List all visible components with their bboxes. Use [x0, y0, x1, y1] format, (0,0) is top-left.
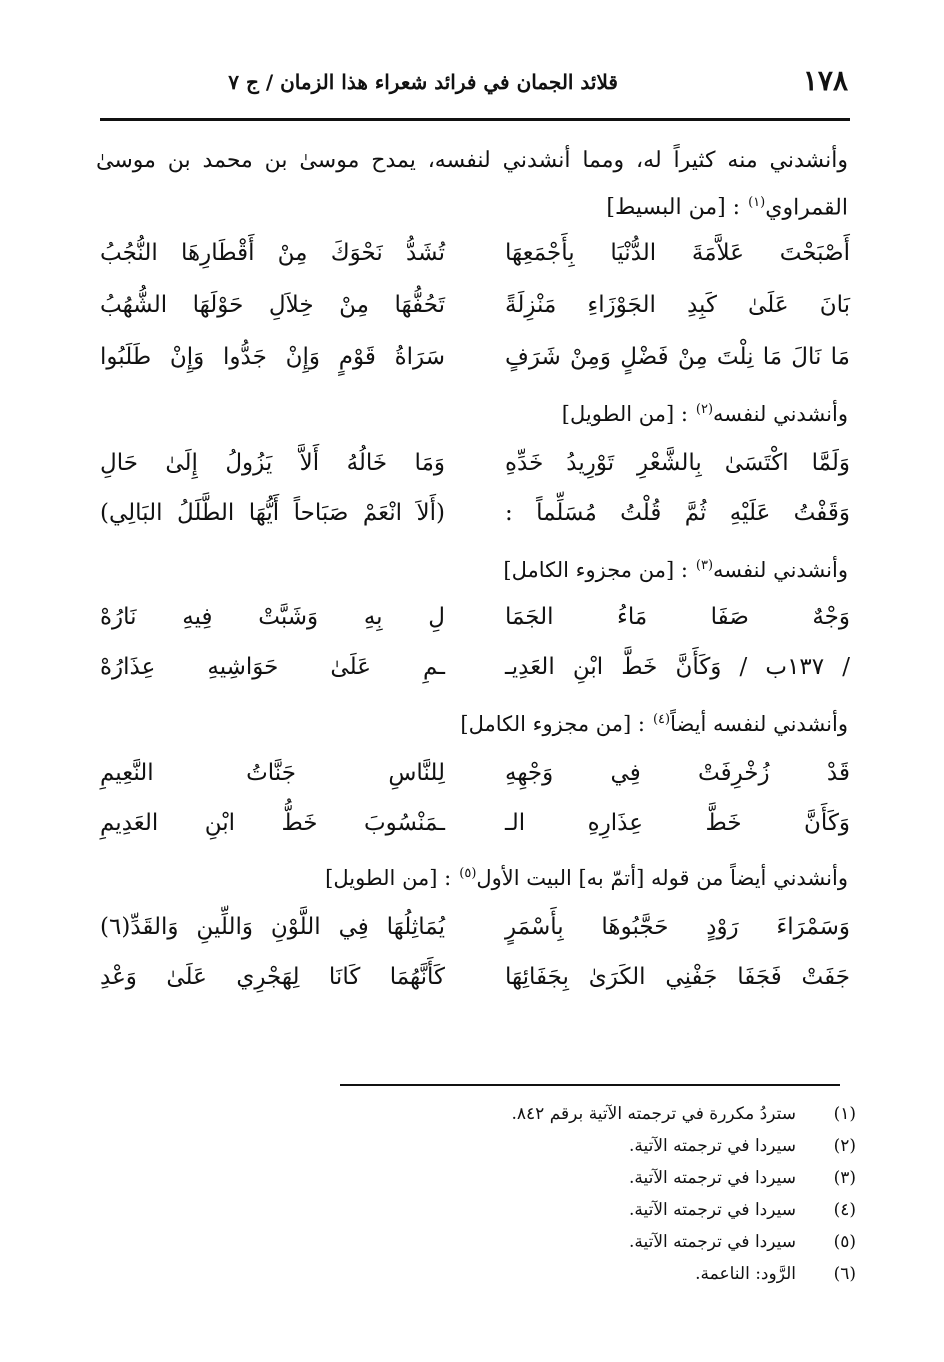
verse-line — [100, 654, 850, 700]
footnote-number: (٤) — [833, 1200, 856, 1220]
footnote-ref: (٤) — [652, 712, 671, 727]
first-hemistich: وَقَفْتُ عَلَيْهِ ثُمَّ قُلْتُ مُسَلِّماً : — [505, 500, 850, 526]
second-hemistich: (أَلاَ انْعَمْ صَبَاحاً أَيُّهَا الطَّلَلُ البَالِي) — [100, 500, 445, 526]
second-hemistich: كَأَنَّهُمَا كَانَا لِهَجْرِي عَلَىٰ وَعْدِ — [100, 964, 445, 990]
footnote-number: (٣) — [833, 1168, 856, 1188]
section-intro: وأنشدني أيضاً من قوله [أتمّ به] البيت الأول$^{(٥)}$: [من الطويل] — [325, 866, 848, 890]
footnote-ref: (٣) — [695, 558, 714, 573]
second-hemistich: ـمِ عَلَىٰ حَوَاشِيهِ عِذَارُهْ — [100, 654, 445, 680]
section-intro: وأنشدني لنفسه$^{(٣)}$: [من مجزوء الكامل] — [503, 558, 848, 582]
page-header — [100, 64, 848, 104]
footnote — [695, 1264, 856, 1294]
verse-line — [100, 450, 850, 496]
verse-line — [100, 292, 850, 338]
first-hemistich: وَجْهٌ صَفَا مَاءُ الجَمَا — [505, 604, 850, 630]
footnote — [629, 1232, 856, 1262]
second-hemistich: تُشَدُّ نَحْوَكَ مِنْ أَقْطَارِهَا النُّجُبُ — [100, 240, 445, 266]
footnote-ref: (٥) — [459, 866, 477, 881]
second-hemistich: سَرَاةُ قَوْمٍ وَإِنْ جَدُّوا وَإِنْ طَلَبُوا — [100, 344, 445, 370]
header-rule — [100, 118, 850, 121]
meter-label: : [من مجزوء الكامل] — [503, 558, 688, 582]
second-hemistich: ـمَنْسُوبَ خَطُّ ابْنِ العَدِيمِ — [100, 810, 445, 836]
footnote-number: (٢) — [833, 1136, 856, 1156]
footnote — [629, 1200, 856, 1230]
meter-label: : [من البسيط] — [606, 195, 741, 221]
second-hemistich: لِ بِهِ وَشَبَّتْ فِيهِ نَارُهْ — [100, 604, 445, 630]
second-hemistich: وَمَا خَالُهُ أَلاَّ يَزُولُ إِلَىٰ حَالِ — [100, 450, 445, 476]
first-hemistich: مَا نَالَ مَا نِلْتَ مِنْ فَضْلٍ وَمِنْ شَرَفٍ — [505, 344, 850, 370]
verse-line — [100, 964, 850, 1010]
footnote-number: (٥) — [833, 1232, 856, 1252]
verse-line — [100, 500, 850, 546]
footnote-separator — [340, 1084, 840, 1086]
section-intro: وأنشدني لنفسه$^{(٢)}$: [من الطويل] — [561, 402, 848, 426]
page-number: ١٧٨ — [802, 64, 848, 97]
footnote — [629, 1168, 856, 1198]
first-hemistich: أَصْبَحْتَ عَلاَّمَةَ الدُّنْيَا بِأَجْمَعِهَا — [505, 240, 850, 266]
first-hemistich: بَانَ عَلَىٰ كَبِدِ الجَوْزَاءِ مَنْزِلَةً — [505, 292, 850, 318]
footnote-ref: (٢) — [695, 402, 714, 417]
footnote — [629, 1136, 856, 1166]
first-hemistich: جَفَتْ فَجَفَا جَفْنِي الكَرَىٰ بِجَفَائِهَا — [505, 964, 850, 990]
footnote-number: (١) — [833, 1104, 856, 1124]
second-hemistich: تَحُفُّهَا مِنْ خِلاَلِ حَوْلَهَا الشُّهُبُ — [100, 292, 445, 318]
footnote — [512, 1104, 856, 1134]
first-hemistich: قَدْ زُخْرِفَتْ فِي وَجْهِهِ — [505, 760, 850, 786]
footnote-number: (٦) — [833, 1264, 856, 1284]
first-hemistich: وَكَأَنَّ خَطَّ عِذَارِهِ الـ — [505, 810, 850, 836]
verse-line — [100, 810, 850, 856]
footnote-text: سيردا في ترجمته الآتية. — [628, 1136, 796, 1156]
verse-line — [100, 604, 850, 650]
verse-line — [100, 344, 850, 390]
verse-line — [100, 240, 850, 286]
first-hemistich: وَسَمْرَاءَ رَوْدٍ حَجَّبُوهَا بِأَسْمَرٍ — [505, 914, 850, 940]
footnote-ref: (١) — [748, 195, 766, 210]
running-title: قلائد الجمان في فرائد شعراء هذا الزمان / ج ٧ — [228, 70, 618, 94]
verse-line — [100, 760, 850, 806]
verse-line — [100, 914, 850, 960]
meter-label: : [من الطويل] — [561, 402, 688, 426]
footnote-text: الرَّود: الناعمة. — [695, 1264, 796, 1284]
first-hemistich: / ١٣٧ب / وَكَأَنَّ خَطَّ ابْنِ العَدِيـ — [505, 654, 851, 680]
section-intro: وأنشدني لنفسه أيضاً$^{(٤)}$: [من مجزوء الكامل] — [460, 712, 848, 736]
footnote-text: سيردا في ترجمته الآتية. — [628, 1168, 796, 1188]
footnote-text: سيردا في ترجمته الآتية. — [628, 1232, 796, 1252]
intro-paragraph: وأنشدني منه كثيراً له، ومما أنشدني لنفسه، يمدح موسىٰ بن محمد بن موسىٰ القمراوي$^{(١)}$: [من البسيط] — [96, 148, 848, 221]
footnote-text: ستردُ مكررة في ترجمته الآتية برقم ٨٤٢. — [511, 1104, 796, 1124]
meter-label: : [من الطويل] — [325, 866, 452, 890]
footnote-text: سيردا في ترجمته الآتية. — [628, 1200, 796, 1220]
first-hemistich: وَلَمَّا اكْتَسَىٰ بِالشَّعْرِ تَوْرِيدُ خَدِّهِ — [505, 450, 850, 476]
second-hemistich: يُمَاثِلُهَا فِي اللَّوْنِ وَاللِّينِ وَالقَدِّ(٦) — [100, 914, 445, 940]
second-hemistich: لِلنَّاسِ جَنَّاتُ النَّعِيمِ — [100, 760, 445, 786]
meter-label: : [من مجزوء الكامل] — [460, 712, 645, 736]
